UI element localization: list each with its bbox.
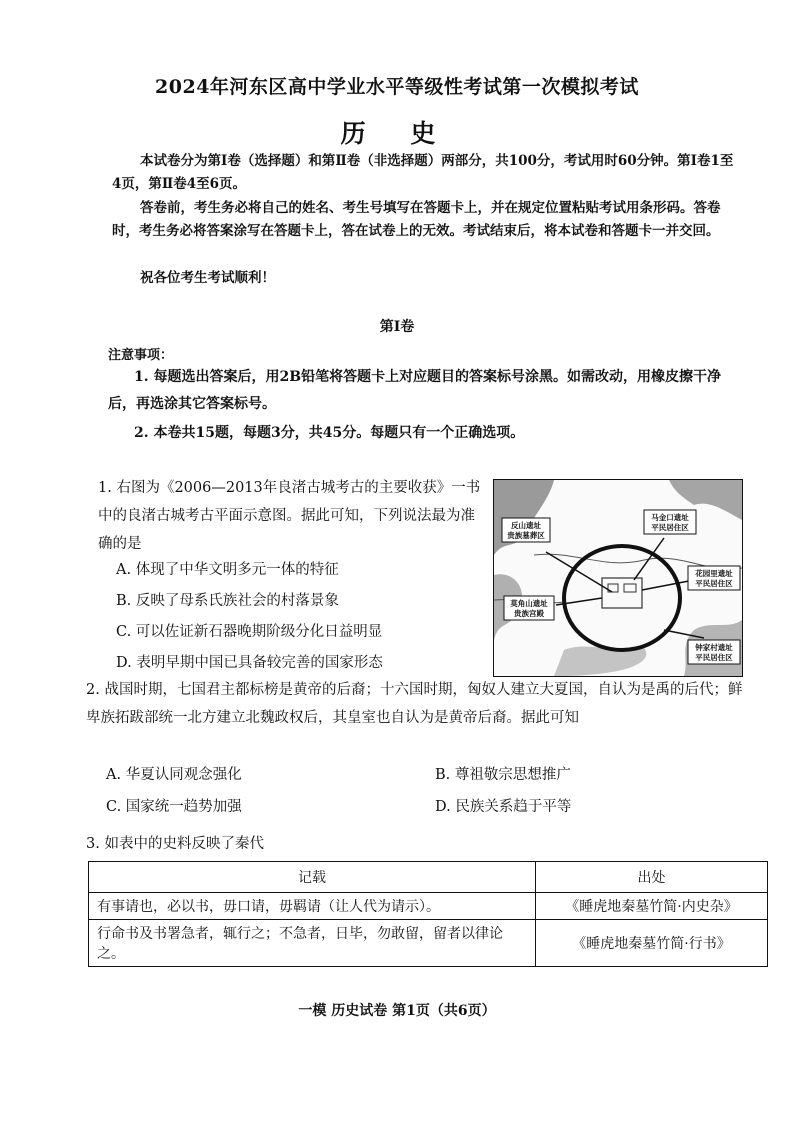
table-cell-record: 有事请也，必以书，毋口请，毋羁请（让人代为请示）。 <box>89 893 536 920</box>
table-cell-record: 行命书及书署急者，辄行之；不急者，日毕，勿敢留，留者以律论之。 <box>89 920 536 967</box>
question-1-stem: 1. 右图为《2006—2013年良渚古城考古的主要收获》一书中的良渚古城考古平面示意图。据此可知，下列说法最为准确的是 <box>98 480 481 552</box>
q3-source-table <box>88 861 768 967</box>
map-label-mojiaoshan-1: 莫角山遗址 <box>510 599 548 608</box>
map-label-fanshan-2: 贵族墓葬区 <box>507 531 545 540</box>
subject-title: 历 史 <box>340 119 454 148</box>
volume-1-heading: 第Ⅰ卷 <box>379 319 415 335</box>
table-header-record: 记载 <box>89 862 536 893</box>
q2-option-b: B. 尊祖敬宗思想推广 <box>435 767 571 783</box>
map-label-zhongjiacun-2: 平民居住区 <box>695 653 733 662</box>
table-row <box>89 893 768 920</box>
table-header-row <box>89 862 768 893</box>
palace-platform <box>602 578 642 608</box>
q1-option-a: A. 体现了中华文明多元一体的特征 <box>116 562 339 578</box>
q1-option-b: B. 反映了母系氏族社会的村落景象 <box>116 593 339 609</box>
map-label-fanshan-1: 反山遗址 <box>511 521 541 530</box>
question-2-stem: 2. 战国时期，七国君主都标榜是黄帝的后裔；十六国时期，匈奴人建立大夏国，自认为是禹的后代；鲜卑族拓跋部统一北方建立北魏政权后，其皇室也自认为是黄帝后裔。据此可知 <box>86 682 743 726</box>
intro-paragraph-1: 本试卷分为第Ⅰ卷（选择题）和第Ⅱ卷（非选择题）两部分，共100分，考试用时60分钟。第Ⅰ卷1至4页，第Ⅱ卷4至6页。 <box>112 153 734 192</box>
table-cell-source: 《睡虎地秦墓竹简·行书》 <box>536 920 768 967</box>
q1-option-d: D. 表明早期中国已具备较完善的国家形态 <box>116 655 383 671</box>
map-label-majinkou-2: 平民居住区 <box>651 523 689 532</box>
liangzhu-map-figure <box>493 479 743 677</box>
good-luck-text: 祝各位考生考试顺利！ <box>140 270 275 286</box>
notes-title: 注意事项： <box>108 348 174 363</box>
note-1: 1. 每题选出答案后，用2B铅笔将答题卡上对应题目的答案标号涂黑。如需改动，用橡皮擦干净后，再选涂其它答案标号。 <box>108 369 722 412</box>
map-label-huayuanli-1: 花园里遗址 <box>695 569 733 578</box>
intro-paragraph-2: 答卷前，考生务必将自己的姓名、考生号填写在答题卡上，并在规定位置粘贴考试用条形码。答卷时，考生务必将答案涂写在答题卡上，答在试卷上的无效。考试结束后，将本试卷和答题卡一并交回。 <box>112 200 721 239</box>
city-wall-ring <box>564 546 680 650</box>
q2-option-a: A. 华夏认同观念强化 <box>106 767 242 783</box>
q1-option-c: C. 可以佐证新石器晚期阶级分化日益明显 <box>116 624 383 640</box>
map-label-majinkou-1: 马金口遗址 <box>651 513 689 522</box>
table-row <box>89 920 768 967</box>
question-3-stem: 3. 如表中的史料反映了秦代 <box>86 836 264 852</box>
q2-option-d: D. 民族关系趋于平等 <box>435 799 572 815</box>
liangzhu-map-svg <box>494 480 742 676</box>
map-label-zhongjiacun-1: 钟家村遗址 <box>695 643 733 652</box>
q2-option-c: C. 国家统一趋势加强 <box>106 799 242 815</box>
table-cell-source: 《睡虎地秦墓竹简·内史杂》 <box>536 893 768 920</box>
map-label-huayuanli-2: 平民居住区 <box>695 579 733 588</box>
exam-title: 2024年河东区高中学业水平等级性考试第一次模拟考试 <box>155 76 639 98</box>
palace-building-2 <box>624 584 636 592</box>
page-footer: 一模 历史试卷 第1页（共6页） <box>298 1003 496 1019</box>
note-2: 2. 本卷共15题，每题3分，共45分。每题只有一个正确选项。 <box>134 425 525 441</box>
arrow-huayuanli <box>642 580 694 590</box>
table-header-source: 出处 <box>536 862 768 893</box>
map-label-mojiaoshan-2: 贵族宫殿 <box>514 609 544 618</box>
